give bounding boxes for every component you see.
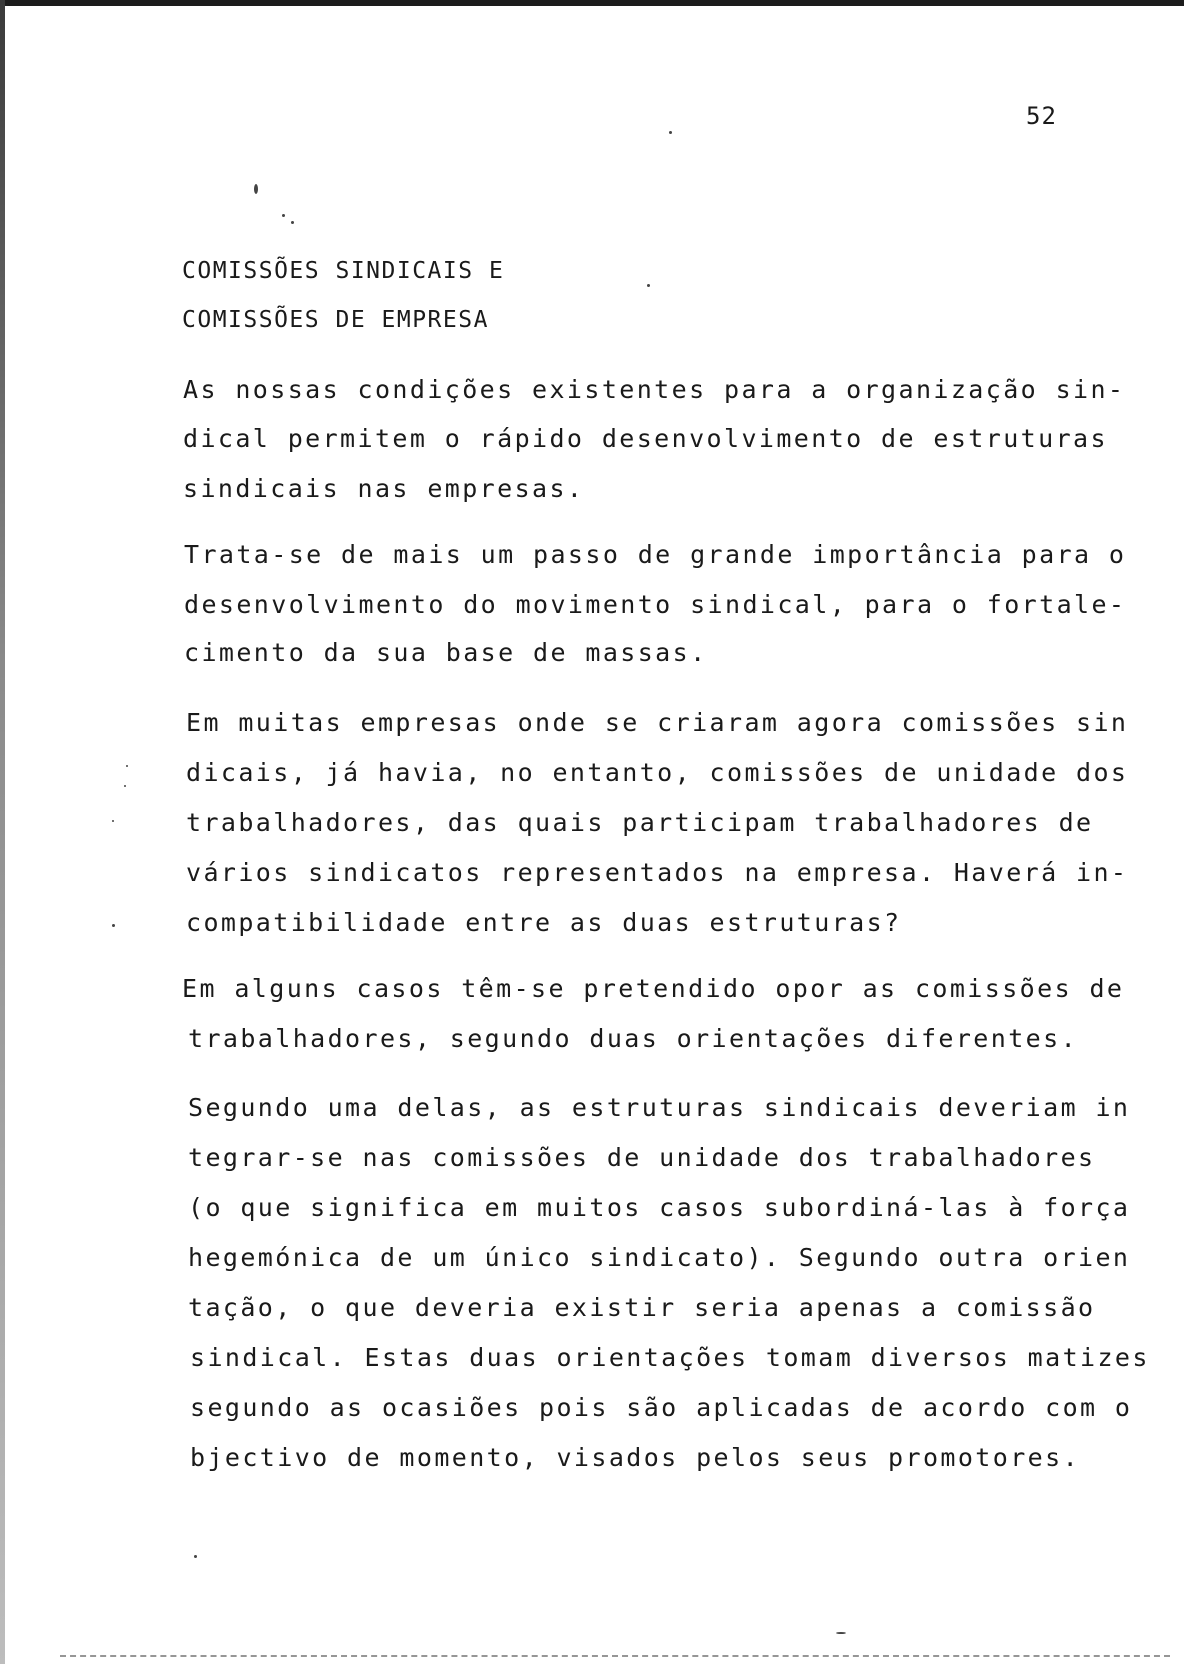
text-line: (o que significa em muitos casos subordiná-las à força (188, 1193, 1131, 1222)
speck (254, 184, 258, 194)
text-line: vários sindicatos representados na empresa. Haverá in- (186, 858, 1129, 887)
speck (282, 214, 285, 217)
text-line: trabalhadores, das quais participam trabalhadores de (186, 808, 1094, 837)
text-line: As nossas condições existentes para a organização sin- (183, 375, 1126, 404)
scan-top-edge (0, 0, 1184, 6)
text-line: bjectivo de momento, visados pelos seus promotores. (190, 1443, 1081, 1472)
speck (124, 785, 126, 787)
speck (112, 820, 114, 822)
text-line: dicais, já havia, no entanto, comissões de unidade dos (186, 758, 1129, 787)
text-line: Em muitas empresas onde se criaram agora comissões sin (186, 708, 1129, 737)
text-line: desenvolvimento do movimento sindical, para o fortale- (184, 590, 1127, 619)
section-heading-line-1: COMISSÕES SINDICAIS E (182, 258, 505, 284)
text-line: cimento da sua base de massas. (184, 638, 708, 667)
text-line: trabalhadores, segundo duas orientações diferentes. (188, 1024, 1079, 1053)
scan-bottom-edge (60, 1655, 1170, 1657)
text-line: Trata-se de mais um passo de grande importância para o (184, 540, 1127, 569)
section-heading-line-2: COMISSÕES DE EMPRESA (182, 307, 489, 333)
speck (647, 284, 650, 287)
speck (194, 1555, 197, 1558)
text-line: segundo as ocasiões pois são aplicadas de acordo com o (190, 1393, 1133, 1422)
page-number: 52 (1026, 102, 1057, 130)
speck (291, 221, 294, 224)
text-line: dical permitem o rápido desenvolvimento de estruturas (183, 424, 1108, 453)
text-line: tegrar-se nas comissões de unidade dos trabalhadores (188, 1143, 1096, 1172)
text-line: Segundo uma delas, as estruturas sindicais deveriam in (188, 1093, 1131, 1122)
speck (669, 131, 672, 134)
text-line: sindicais nas empresas. (183, 474, 585, 503)
text-line: sindical. Estas duas orientações tomam diversos matizes (190, 1343, 1150, 1372)
text-line: Em alguns casos têm-se pretendido opor as comissões de (182, 974, 1125, 1003)
scan-left-edge (0, 0, 5, 1664)
text-line: tação, o que deveria existir seria apenas a comissão (188, 1293, 1096, 1322)
text-line: hegemónica de um único sindicato). Segundo outra orien (188, 1243, 1131, 1272)
speck (112, 924, 115, 927)
speck (836, 1632, 846, 1634)
text-line: compatibilidade entre as duas estruturas? (186, 908, 902, 937)
speck (126, 765, 128, 767)
